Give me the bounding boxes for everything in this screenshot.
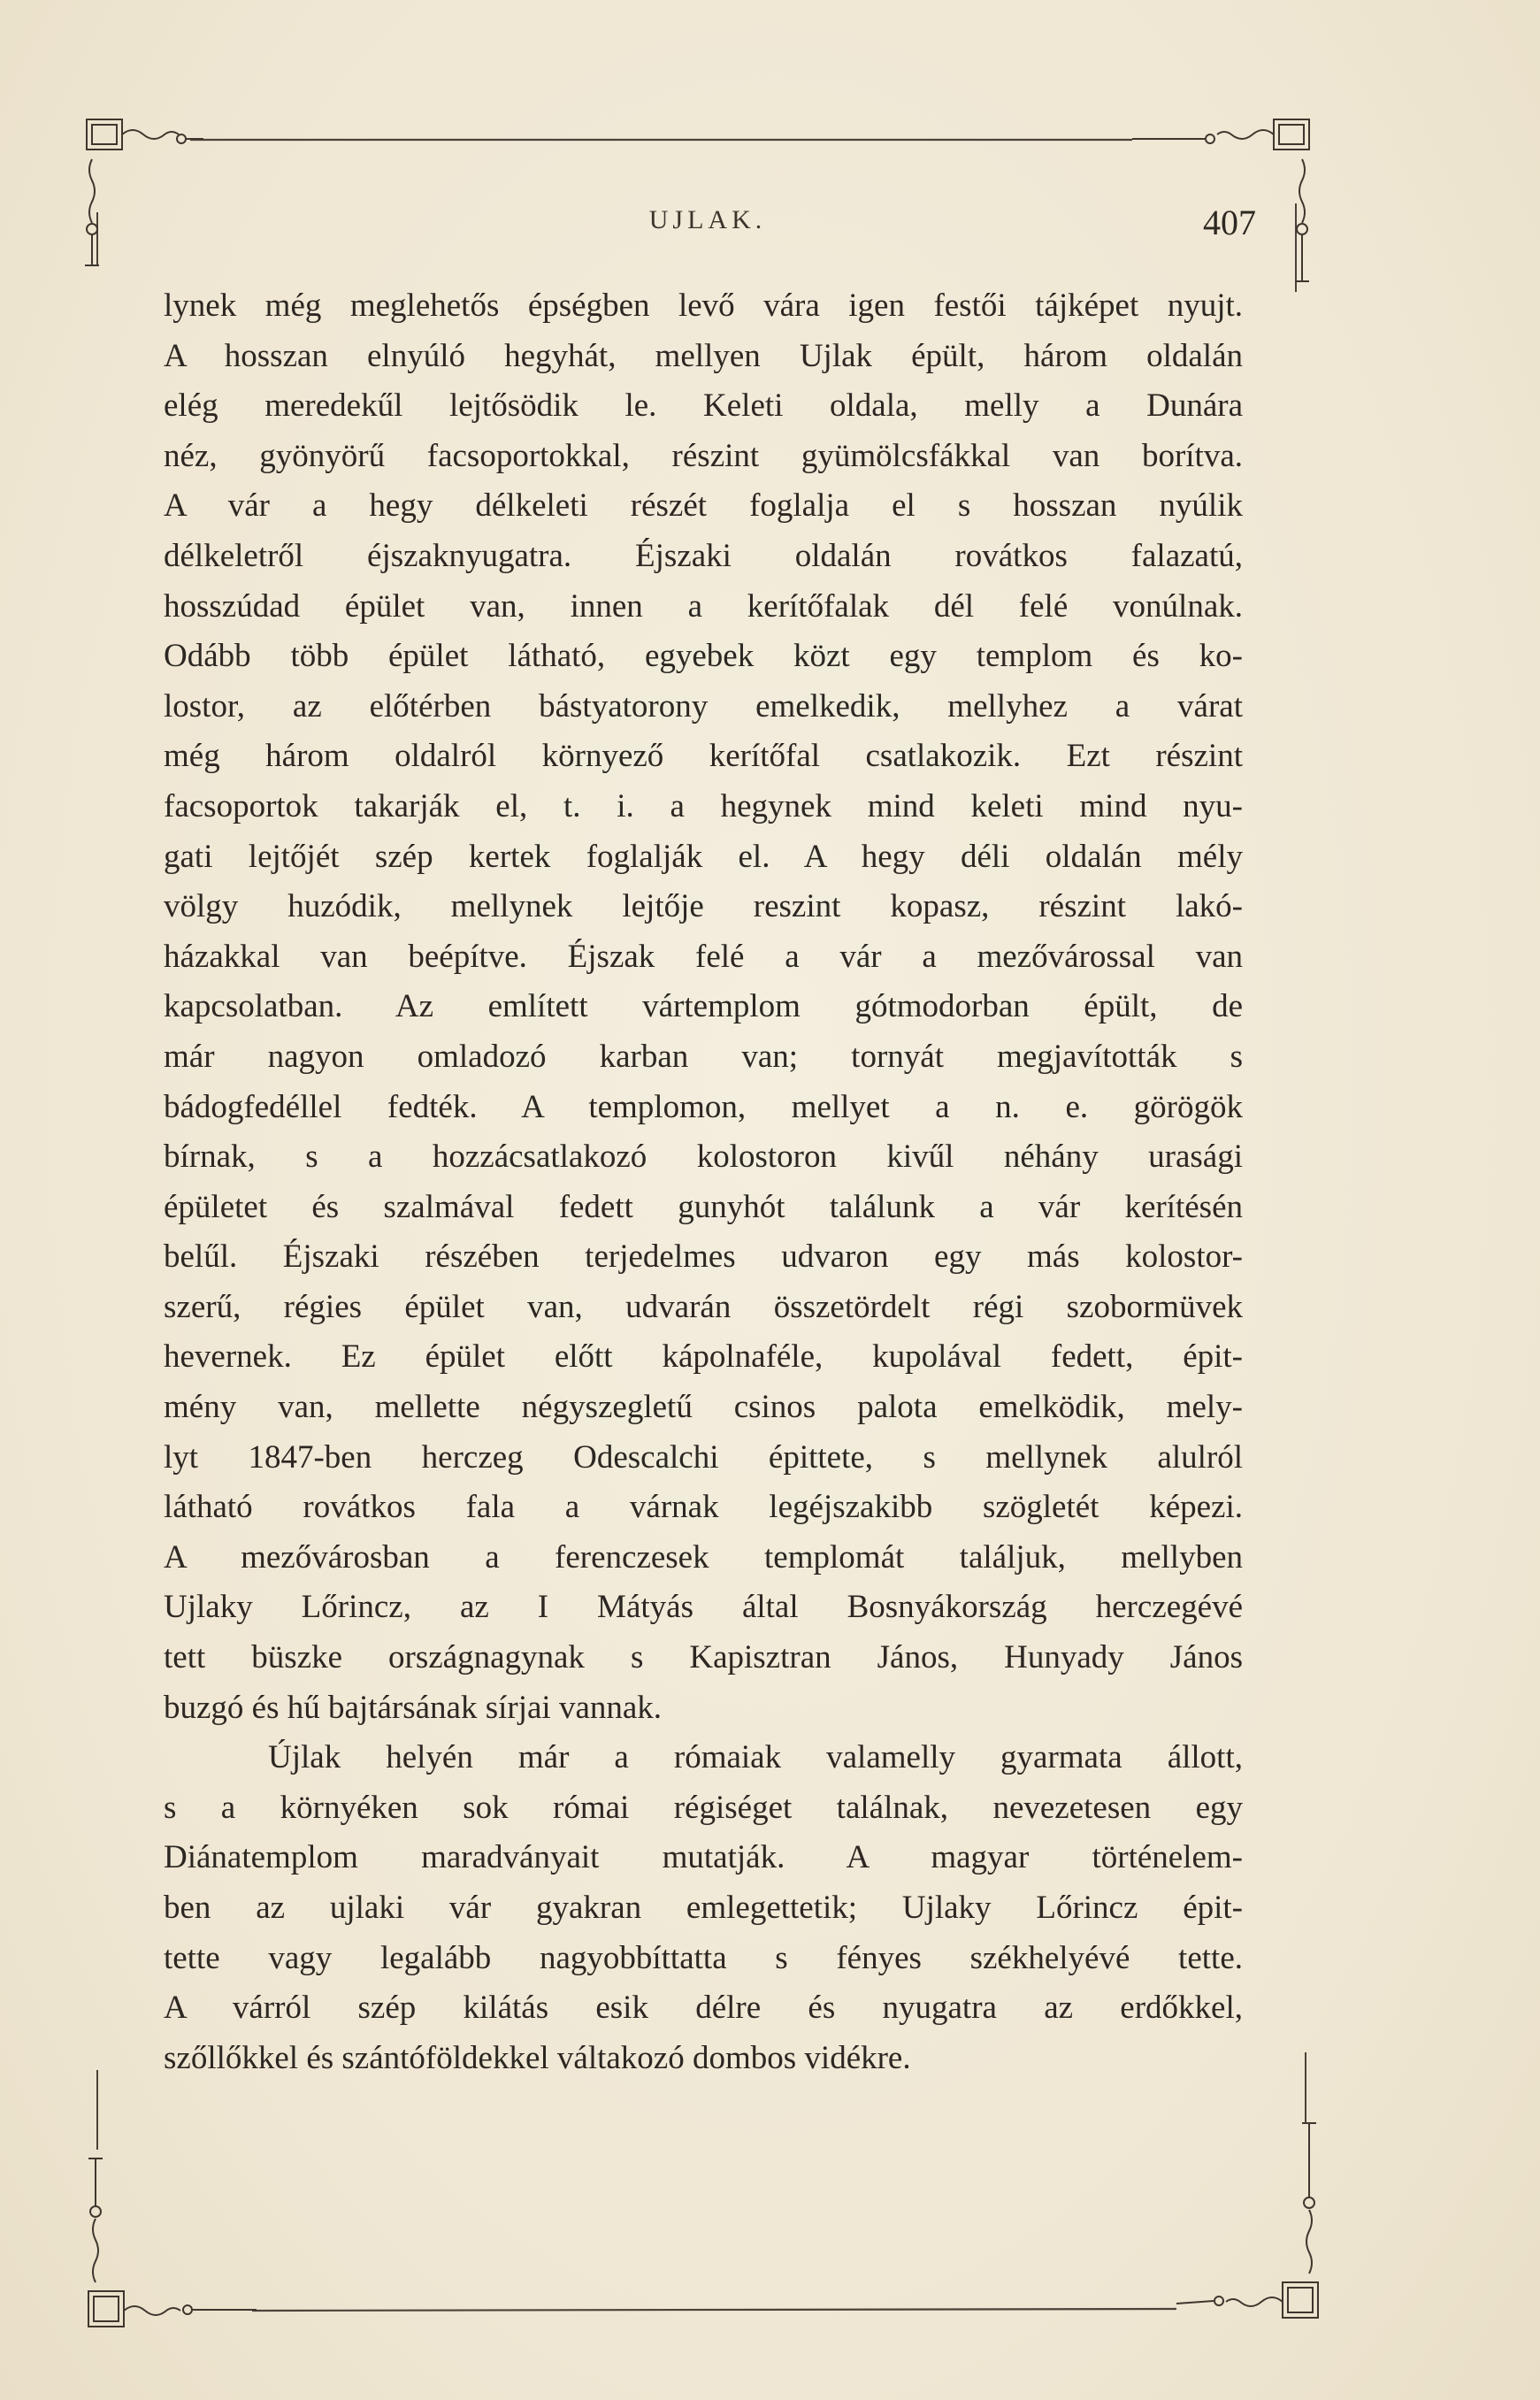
text-line: elég meredekűl lejtősödik le. Keleti oldala, melly a Dunára — [164, 387, 1243, 425]
text-line: bádogfedéllel fedték. A templomon, mellyet a n. e. görögök — [164, 1088, 1243, 1125]
text-line: lynek még meglehetős épségben levő vára igen festői tájképet nyujt. — [164, 288, 1243, 324]
text-line: facsoportok takarják el, t. i. a hegynek mind keleti mind nyu- — [164, 787, 1243, 824]
text-line: mény van, mellette négyszegletű csinos palota emelködik, mely- — [164, 1389, 1243, 1426]
text-line: völgy huzódik, mellynek lejtője reszint kopasz, részint lakó- — [164, 888, 1243, 925]
text-line: s a környéken sok római régiséget találnak, nevezetesen egy — [164, 1789, 1243, 1826]
text-line: Újlak helyén már a rómaiak valamelly gyarmata állott, — [268, 1739, 1243, 1776]
text-line: tette vagy legalább nagyobbíttatta s fényes székhelyévé tette. — [164, 1939, 1243, 1976]
text-line: A hosszan elnyúló hegyhát, mellyen Ujlak épült, három oldalán — [164, 337, 1243, 374]
text-line: lyt 1847-ben herczeg Odescalchi épittete, s mellynek alulról — [164, 1438, 1243, 1476]
text-line: kapcsolatban. Az említett vártemplom gótmodorban épült, de — [164, 988, 1243, 1025]
text-line: már nagyon omladozó karban van; tornyát megjavították s — [164, 1038, 1243, 1075]
text-line: szőllőkkel és szántóföldekkel váltakozó dombos vidékre. — [164, 2039, 911, 2076]
paragraph-2 — [164, 1733, 1243, 2083]
text-line: néz, gyönyörű facsoportokkal, részint gyümölcsfákkal van borítva. — [164, 437, 1243, 474]
text-line: Diánatemplom maradványait mutatják. A magyar történelem- — [164, 1839, 1243, 1876]
running-head-title: UJLAK. — [648, 205, 767, 234]
text-line: lostor, az előtérben bástyatorony emelkedik, mellyhez a várat — [164, 687, 1243, 725]
body-text — [164, 281, 1243, 2083]
text-line: gati lejtőjét szép kertek foglalják el. A hegy déli oldalán mély — [164, 838, 1243, 875]
corner-ornament-bottom-right — [1176, 2123, 1318, 2318]
text-line: hosszúdad épület van, innen a kerítőfalak dél felé vonúlnak. — [164, 587, 1243, 625]
text-line: Ujlaky Lőrincz, az I Mátyás által Bosnyákország herczegévé — [164, 1589, 1243, 1626]
text-line: bírnak, s a hozzácsatlakozó kolostoron kivűl néhány urasági — [164, 1139, 1243, 1176]
running-head — [159, 205, 1256, 258]
text-line: szerű, régies épület van, udvarán összetördelt régi szobormüvek — [164, 1288, 1243, 1325]
text-line: tett büszke országnagynak s Kapisztran János, Hunyady János — [164, 1639, 1243, 1676]
text-line: A vár a hegy délkeleti részét foglalja el s hosszan nyúlik — [164, 487, 1243, 525]
text-line: délkeletről éjszaknyugatra. Éjszaki oldalán rovátkos falazatú, — [164, 537, 1243, 574]
text-line: házakkal van beépítve. Éjszak felé a vár a mezővárossal van — [164, 938, 1243, 975]
corner-ornament-bottom-left — [88, 2158, 257, 2327]
text-line: még három oldalról környező kerítőfal csatlakozik. Ezt részint — [164, 738, 1243, 775]
page-number: 407 — [1203, 203, 1256, 242]
text-line: ben az ujlaki vár gyakran emlegettetik; Ujlaky Lőrincz épit- — [164, 1890, 1243, 1926]
text-line: épületet és szalmával fedett gunyhót találunk a vár kerítésén — [164, 1188, 1243, 1225]
text-line: belűl. Éjszaki részében terjedelmes udvaron egy más kolostor- — [164, 1238, 1243, 1276]
text-line: A várról szép kilátás esik délre és nyugatra az erdőkkel, — [164, 1990, 1243, 2027]
text-line: hevernek. Ez épület előtt kápolnaféle, kupolával fedett, épit- — [164, 1338, 1243, 1376]
bottom-rule — [252, 2309, 1176, 2311]
text-line: buzgó és hű bajtársának sírjai vannak. — [164, 1689, 663, 1726]
text-line: A mezővárosban a ferenczesek templomát találjuk, mellyben — [164, 1538, 1243, 1576]
text-line: Odább több épület látható, egyebek közt egy templom és ko- — [164, 638, 1243, 675]
text-line: látható rovátkos fala a várnak legéjszakibb szögletét képezi. — [164, 1489, 1243, 1526]
paragraph-1 — [164, 281, 1243, 1733]
